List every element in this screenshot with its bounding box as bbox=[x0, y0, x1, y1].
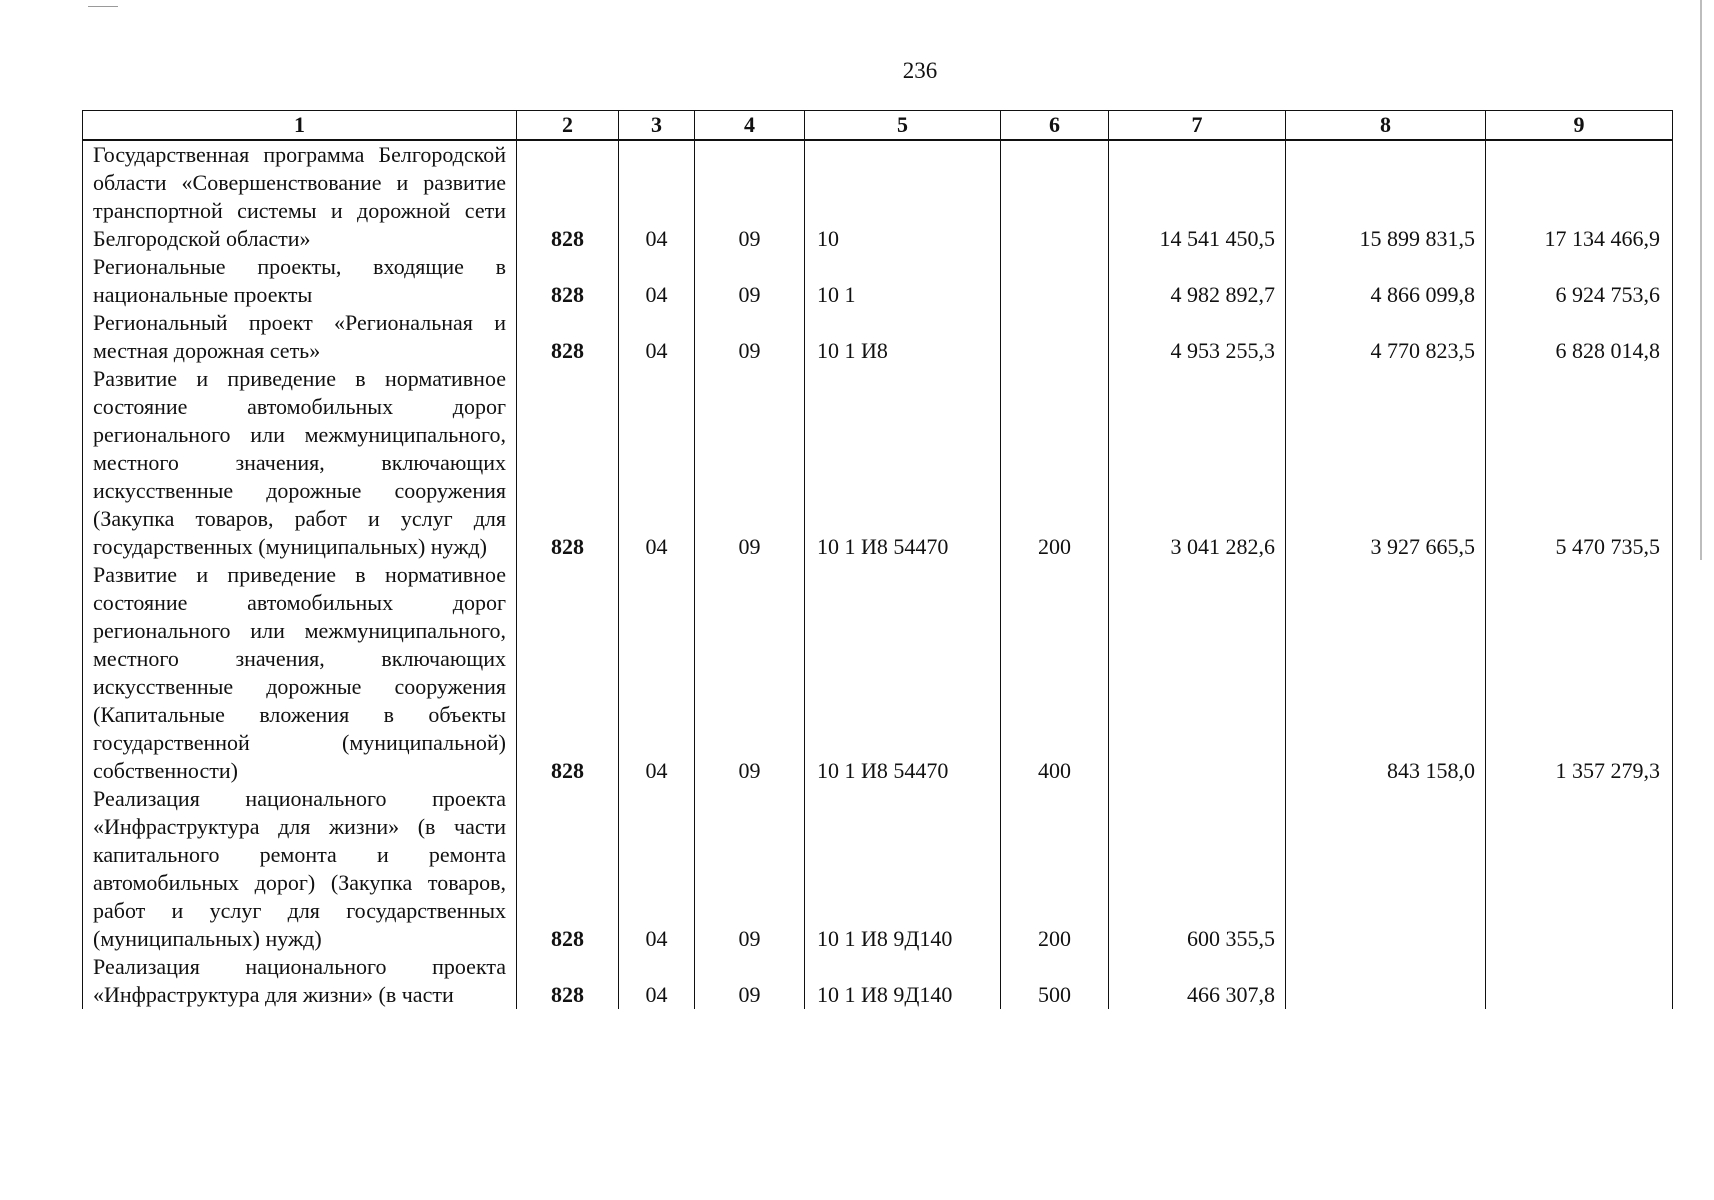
table-row bbox=[83, 561, 1673, 785]
section-code: 04 bbox=[619, 785, 695, 953]
subsection-code: 09 bbox=[695, 785, 805, 953]
section-code: 04 bbox=[619, 561, 695, 785]
amount-col-7 bbox=[1109, 561, 1286, 785]
row-name: Развитие и приведение в нормативное состояние автомобильных дорог регионального или межмуниципального, местного значения, включающих искусственные дорожные сооружения (Закупка товаров, работ и услуг для государственных (муниципальных) нужд) bbox=[83, 365, 517, 561]
expense-type bbox=[1001, 309, 1109, 365]
amount-col-7: 466 307,8 bbox=[1109, 953, 1286, 1009]
section-code: 04 bbox=[619, 309, 695, 365]
ministry-code: 828 bbox=[517, 309, 619, 365]
amount-col-9: 5 470 735,5 bbox=[1486, 365, 1673, 561]
amount-col-8: 843 158,0 bbox=[1286, 561, 1486, 785]
ministry-code: 828 bbox=[517, 785, 619, 953]
amount-col-7: 14 541 450,5 bbox=[1109, 140, 1286, 253]
column-header-2: 2 bbox=[517, 111, 619, 141]
section-code: 04 bbox=[619, 253, 695, 309]
amount-col-8: 3 927 665,5 bbox=[1286, 365, 1486, 561]
ministry-code: 828 bbox=[517, 953, 619, 1009]
subsection-code: 09 bbox=[695, 561, 805, 785]
target-article: 10 1 bbox=[805, 253, 1001, 309]
table-row bbox=[83, 253, 1673, 309]
column-header-8: 8 bbox=[1286, 111, 1486, 141]
column-header-4: 4 bbox=[695, 111, 805, 141]
subsection-code: 09 bbox=[695, 140, 805, 253]
column-header-5: 5 bbox=[805, 111, 1001, 141]
amount-col-7: 3 041 282,6 bbox=[1109, 365, 1286, 561]
amount-col-9 bbox=[1486, 953, 1673, 1009]
expense-type: 500 bbox=[1001, 953, 1109, 1009]
amount-col-9: 6 924 753,6 bbox=[1486, 253, 1673, 309]
row-name: Развитие и приведение в нормативное состояние автомобильных дорог регионального или межмуниципального, местного значения, включающих искусственные дорожные сооружения (Капитальные вложения в объекты государственной (муниципальной) собственности) bbox=[83, 561, 517, 785]
subsection-code: 09 bbox=[695, 253, 805, 309]
scan-page-edge bbox=[1700, 0, 1702, 560]
subsection-code: 09 bbox=[695, 309, 805, 365]
budget-table bbox=[82, 110, 1673, 1009]
target-article: 10 1 И8 9Д140 bbox=[805, 953, 1001, 1009]
amount-col-9: 6 828 014,8 bbox=[1486, 309, 1673, 365]
row-name: Региональные проекты, входящие в национальные проекты bbox=[83, 253, 517, 309]
amount-col-9: 17 134 466,9 bbox=[1486, 140, 1673, 253]
ministry-code: 828 bbox=[517, 140, 619, 253]
target-article: 10 1 И8 bbox=[805, 309, 1001, 365]
expense-type bbox=[1001, 140, 1109, 253]
column-header-3: 3 bbox=[619, 111, 695, 141]
ministry-code: 828 bbox=[517, 365, 619, 561]
column-header-9: 9 bbox=[1486, 111, 1673, 141]
expense-type: 200 bbox=[1001, 365, 1109, 561]
amount-col-9: 1 357 279,3 bbox=[1486, 561, 1673, 785]
amount-col-8 bbox=[1286, 785, 1486, 953]
amount-col-8: 15 899 831,5 bbox=[1286, 140, 1486, 253]
amount-col-8: 4 770 823,5 bbox=[1286, 309, 1486, 365]
amount-col-9 bbox=[1486, 785, 1673, 953]
row-name: Государственная программа Белгородской области «Совершенствование и развитие транспортной системы и дорожной сети Белгородской области» bbox=[83, 140, 517, 253]
column-header-1: 1 bbox=[83, 111, 517, 141]
target-article: 10 1 И8 54470 bbox=[805, 561, 1001, 785]
section-code: 04 bbox=[619, 140, 695, 253]
ministry-code: 828 bbox=[517, 561, 619, 785]
target-article: 10 1 И8 9Д140 bbox=[805, 785, 1001, 953]
row-name: Реализация национального проекта «Инфраструктура для жизни» (в части bbox=[83, 953, 517, 1009]
page-number: 236 bbox=[902, 58, 938, 83]
table-row bbox=[83, 953, 1673, 1009]
amount-col-7: 4 953 255,3 bbox=[1109, 309, 1286, 365]
column-header-6: 6 bbox=[1001, 111, 1109, 141]
table-row bbox=[83, 140, 1673, 253]
ministry-code: 828 bbox=[517, 253, 619, 309]
expense-type: 400 bbox=[1001, 561, 1109, 785]
column-header-7: 7 bbox=[1109, 111, 1286, 141]
amount-col-8 bbox=[1286, 953, 1486, 1009]
table-header-row bbox=[83, 111, 1673, 141]
target-article: 10 bbox=[805, 140, 1001, 253]
table-row bbox=[83, 785, 1673, 953]
expense-type bbox=[1001, 253, 1109, 309]
section-code: 04 bbox=[619, 953, 695, 1009]
subsection-code: 09 bbox=[695, 953, 805, 1009]
amount-col-7: 600 355,5 bbox=[1109, 785, 1286, 953]
target-article: 10 1 И8 54470 bbox=[805, 365, 1001, 561]
table-row bbox=[83, 365, 1673, 561]
amount-col-8: 4 866 099,8 bbox=[1286, 253, 1486, 309]
table-row bbox=[83, 309, 1673, 365]
scan-artifact-mark bbox=[88, 6, 118, 7]
expense-type: 200 bbox=[1001, 785, 1109, 953]
amount-col-7: 4 982 892,7 bbox=[1109, 253, 1286, 309]
section-code: 04 bbox=[619, 365, 695, 561]
row-name: Реализация национального проекта «Инфраструктура для жизни» (в части капитального ремонта и ремонта автомобильных дорог) (Закупка товаров, работ и услуг для государственных (муниципальных) нужд) bbox=[83, 785, 517, 953]
row-name: Региональный проект «Региональная и местная дорожная сеть» bbox=[83, 309, 517, 365]
subsection-code: 09 bbox=[695, 365, 805, 561]
